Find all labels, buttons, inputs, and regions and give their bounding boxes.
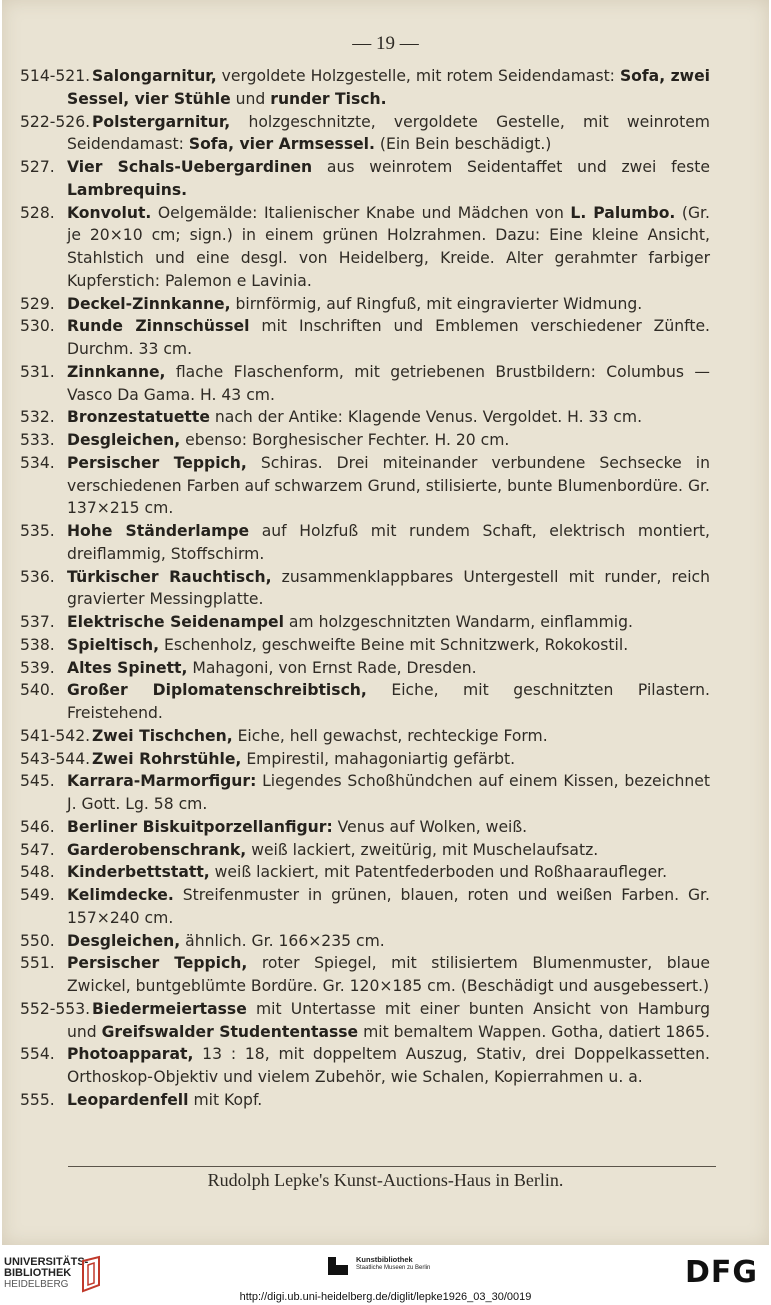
lot-title: runder Tisch. — [270, 89, 387, 108]
catalog-entry — [20, 770, 710, 816]
lot-title: Zwei Tischchen, — [92, 726, 233, 745]
lot-number: 545. — [20, 772, 55, 791]
lot-description — [67, 293, 710, 316]
lot-text: Venus auf Wolken, weiß. — [332, 817, 528, 836]
lot-text: mit Kopf. — [188, 1090, 263, 1109]
lot-text: Eschenholz, geschweifte Beine mit Schnitzwerk, Rokokostil. — [159, 635, 629, 654]
lot-number: 522-526. — [20, 112, 91, 131]
lot-text: aus weinrotem Seidentaffet und zwei feste — [312, 158, 710, 176]
lot-description — [67, 520, 710, 566]
lot-number: 531. — [20, 362, 55, 381]
lot-text: nach der Antike: Klagende Venus. Vergoldet. H. 33 cm. — [209, 408, 643, 427]
lot-description — [67, 952, 710, 998]
lot-title: Sofa, vier Armsessel. — [188, 135, 375, 154]
lot-text: Empirestil, mahagoniartig gefärbt. — [241, 749, 516, 768]
lot-title: Großer Diplomatenschreibtisch, — [67, 681, 367, 700]
catalog-entry — [20, 998, 710, 1044]
lot-description — [67, 1089, 710, 1112]
lot-number: 548. — [20, 863, 55, 882]
catalog-entry — [20, 156, 710, 202]
lot-title: Kinderbettstatt, — [67, 863, 210, 882]
footer-rule — [68, 1166, 716, 1167]
lot-number: 555. — [20, 1090, 55, 1109]
catalog-entry — [20, 65, 710, 111]
lot-title: L. Palumbo. — [570, 203, 676, 222]
lot-number: 528. — [20, 203, 55, 222]
lot-text: Schiras. Drei miteinander verbundene Sechsecke in verschiedenen Farben auf schwarzem Grund, stilisierte, bunte Blumenbordüre. Gr. 137×215 cm. — [67, 453, 710, 518]
university-library-logo — [4, 1257, 88, 1290]
lot-title: Bronzestatuette — [67, 408, 210, 427]
lot-text: roter Spiegel, mit stilisiertem Blumenmuster, blaue Zwickel, buntgeblümte Bordüre. Gr. 120×185 cm. (Beschädigt und ausgebessert.) — [67, 954, 710, 995]
lot-number: 539. — [20, 658, 55, 677]
lot-title: Elektrische Seidenampel — [67, 613, 284, 631]
lot-title: Desgleichen, — [67, 431, 181, 449]
lot-text: Eiche, mit geschnitzten Pilastern. Freistehend. — [67, 681, 710, 722]
page-number: — 19 — — [352, 33, 419, 54]
lot-number: 546. — [20, 817, 55, 836]
lot-description — [67, 566, 710, 612]
lot-description — [67, 861, 710, 884]
lot-title: Konvolut. — [67, 203, 152, 222]
catalog-entry — [20, 952, 710, 998]
catalog-entries — [20, 65, 710, 1112]
catalog-entry — [20, 839, 710, 862]
footer-publisher: Rudolph Lepke's Kunst-Auctions-Haus in Berlin. — [207, 1170, 564, 1190]
lot-title: Polstergarnitur, — [92, 112, 231, 131]
lot-title: Persischer Teppich, — [67, 954, 248, 973]
lot-title: Garderobenschrank, — [67, 840, 247, 859]
catalog-entry — [20, 657, 710, 680]
lot-text: Oelgemälde: Italienischer Knabe und Mädchen von — [151, 203, 571, 222]
lot-description — [67, 406, 710, 429]
lot-description — [20, 111, 710, 157]
lot-number: 543-544. — [20, 749, 91, 768]
lot-title: Zinnkanne, — [67, 362, 166, 381]
lot-text: Liegendes Schoßhündchen auf einem Kissen, bezeichnet J. Gott. Lg. 58 cm. — [67, 772, 710, 813]
lot-title: Karrara-Marmorfigur: — [67, 772, 257, 791]
catalog-entry — [20, 884, 710, 930]
lot-title: Spieltisch, — [67, 635, 160, 654]
catalog-entry — [20, 406, 710, 429]
lot-description — [67, 429, 710, 452]
catalog-entry — [20, 429, 710, 452]
lot-description — [67, 930, 710, 953]
university-logo-line3: HEIDELBERG — [4, 1279, 69, 1290]
lot-description — [67, 657, 710, 680]
lot-number: 538. — [20, 635, 55, 654]
lot-text: am holzgeschnitzten Wandarm, einflammig. — [283, 613, 633, 631]
lot-description — [67, 770, 710, 816]
lot-description — [20, 65, 710, 111]
lot-number: 547. — [20, 840, 55, 859]
lot-title: Runde Zinnschüssel — [67, 317, 250, 336]
lot-title: Deckel-Zinnkanne, — [67, 294, 231, 313]
lot-number: 533. — [20, 431, 55, 449]
lot-number: 540. — [20, 681, 55, 700]
lot-text: weiß lackiert, mit Patentfederboden und Roßhaaraufleger. — [209, 863, 668, 882]
catalog-entry — [20, 361, 710, 407]
lot-text: und — [230, 89, 271, 108]
catalog-entry — [20, 111, 710, 157]
lot-number: 534. — [20, 453, 55, 472]
lot-title: Zwei Rohrstühle, — [92, 749, 242, 768]
lot-description — [20, 725, 710, 748]
lot-number: 532. — [20, 408, 55, 427]
lot-title: Greifswalder Studententasse — [101, 1022, 359, 1041]
lot-number: 549. — [20, 886, 55, 904]
lot-text: holzgeschnitzte, vergoldete Gestelle, mit weinrotem Seidendamast: — [67, 112, 710, 154]
lot-description — [67, 315, 710, 361]
lot-title: Persischer Teppich, — [67, 453, 247, 472]
source-url[interactable]: http://digi.ub.uni-heidelberg.de/diglit/lepke1926_03_30/0019 — [239, 1291, 532, 1303]
lot-text: ebenso: Borghesischer Fechter. H. 20 cm. — [180, 431, 510, 449]
lot-number: 537. — [20, 613, 55, 631]
lot-description — [67, 679, 710, 725]
lot-title: Lambrequins. — [67, 180, 188, 199]
lot-text: mit Untertasse mit einer bunten Ansicht von Hamburg und — [67, 999, 710, 1041]
catalog-entry — [20, 315, 710, 361]
lot-number: 550. — [20, 931, 55, 950]
catalog-entry — [20, 452, 710, 520]
kunstbibliothek-subtitle: Staatliche Museen zu Berlin — [356, 1265, 431, 1271]
lot-number: 530. — [20, 317, 55, 336]
lot-text: mit bemaltem Wappen. Gotha, datiert 1865. — [358, 1022, 710, 1041]
lot-text: birnförmig, auf Ringfuß, mit eingravierter Widmung. — [230, 294, 643, 313]
lot-number: 541-542. — [20, 726, 91, 745]
catalog-entry — [20, 520, 710, 566]
lot-number: 551. — [20, 954, 55, 973]
lot-description — [20, 998, 710, 1044]
lot-title: Leopardenfell — [67, 1090, 189, 1109]
lot-text: Streifenmuster in grünen, blauen, roten und weißen Farben. Gr. 157×240 cm. — [67, 886, 710, 927]
kunstbibliothek-name: Kunstbibliothek — [356, 1255, 413, 1264]
lot-text: ähnlich. Gr. 166×235 cm. — [180, 931, 385, 950]
lot-description — [67, 611, 710, 634]
university-logo-line2: BIBLIOTHEK — [4, 1267, 72, 1279]
catalog-entry — [20, 725, 710, 748]
library-crest-icon — [79, 1255, 105, 1293]
catalog-entry — [20, 1043, 710, 1089]
lot-text: 13 : 18, mit doppeltem Auszug, Stativ, drei Doppelkassetten. Orthoskop-Objektiv und vielem Zubehör, wie Schalen, Kopierrahmen u. a. — [67, 1045, 710, 1086]
lot-number: 529. — [20, 294, 55, 313]
lot-text: mit Inschriften und Emblemen verschiedener Zünfte. Durchm. 33 cm. — [67, 317, 710, 358]
lot-title: Biedermeiertasse — [92, 999, 247, 1018]
lot-title: Photoapparat, — [67, 1045, 194, 1064]
lot-title: Altes Spinett, — [67, 658, 188, 677]
catalog-entry — [20, 293, 710, 316]
dfg-logo: DFG — [685, 1255, 759, 1290]
catalog-entry — [20, 930, 710, 953]
catalog-entry — [20, 634, 710, 657]
lot-title: Salongarnitur, — [92, 67, 217, 85]
lot-text: vergoldete Holzgestelle, mit rotem Seidendamast: — [216, 67, 620, 85]
lot-text: flache Flaschenform, mit getriebenen Brustbildern: Columbus — Vasco Da Gama. H. 43 cm. — [67, 362, 710, 404]
lot-number: 552-553. — [20, 999, 91, 1018]
lot-title: Sofa, zwei Sessel, vier Stühle — [67, 67, 710, 108]
lot-description — [67, 884, 710, 930]
lot-text: auf Holzfuß mit rundem Schaft, elektrisch montiert, dreiflammig, Stoffschirm. — [67, 522, 710, 563]
lot-number: 554. — [20, 1045, 55, 1064]
lot-description — [67, 156, 710, 202]
catalog-entry — [20, 861, 710, 884]
lot-description — [20, 748, 710, 771]
lot-description — [67, 816, 710, 839]
lot-text: (Gr. je 20×10 cm; sign.) in einem grünen Holzrahmen. Dazu: Eine kleine Ansicht, Stahlstich und eine desgl. von Heidelberg, Kreide. Alter gerahmter farbiger Kupferstich: Palemon e Lavinia. — [67, 203, 710, 290]
lot-number: 514-521. — [20, 67, 91, 85]
catalog-entry — [20, 1089, 710, 1112]
lot-text: (Ein Bein beschädigt.) — [374, 135, 552, 154]
lot-description — [67, 452, 710, 520]
lot-title: Hohe Ständerlampe — [67, 522, 250, 540]
lot-description — [67, 839, 710, 862]
lot-title: Türkischer Rauchtisch, — [67, 567, 272, 586]
lot-text: zusammenklappbares Untergestell mit runder, reich gravierter Messingplatte. — [67, 567, 711, 609]
lot-title: Kelimdecke. — [67, 886, 174, 904]
lot-number: 536. — [20, 567, 55, 586]
lot-number: 527. — [20, 158, 55, 176]
lot-text: Mahagoni, von Ernst Rade, Dresden. — [187, 658, 477, 677]
lot-description — [67, 1043, 710, 1089]
lot-title: Vier Schals-Uebergardinen — [67, 158, 313, 176]
kunstbibliothek-mark-icon — [328, 1257, 348, 1275]
lot-text: Eiche, hell gewachst, rechteckige Form. — [232, 726, 548, 745]
lot-title: Desgleichen, — [67, 931, 181, 950]
catalog-entry — [20, 748, 710, 771]
catalog-entry — [20, 816, 710, 839]
catalog-entry — [20, 566, 710, 612]
lot-description — [67, 202, 710, 293]
scanned-page — [2, 0, 769, 1245]
lot-text: weiß lackiert, zweitürig, mit Muschelaufsatz. — [246, 840, 599, 859]
university-logo-line1: UNIVERSITÄTS- — [4, 1256, 89, 1268]
lot-description — [67, 361, 710, 407]
lot-description — [67, 634, 710, 657]
lot-number: 535. — [20, 522, 55, 540]
catalog-entry — [20, 679, 710, 725]
lot-title: Berliner Biskuitporzellanfigur: — [67, 817, 333, 836]
catalog-entry — [20, 202, 710, 293]
catalog-entry — [20, 611, 710, 634]
